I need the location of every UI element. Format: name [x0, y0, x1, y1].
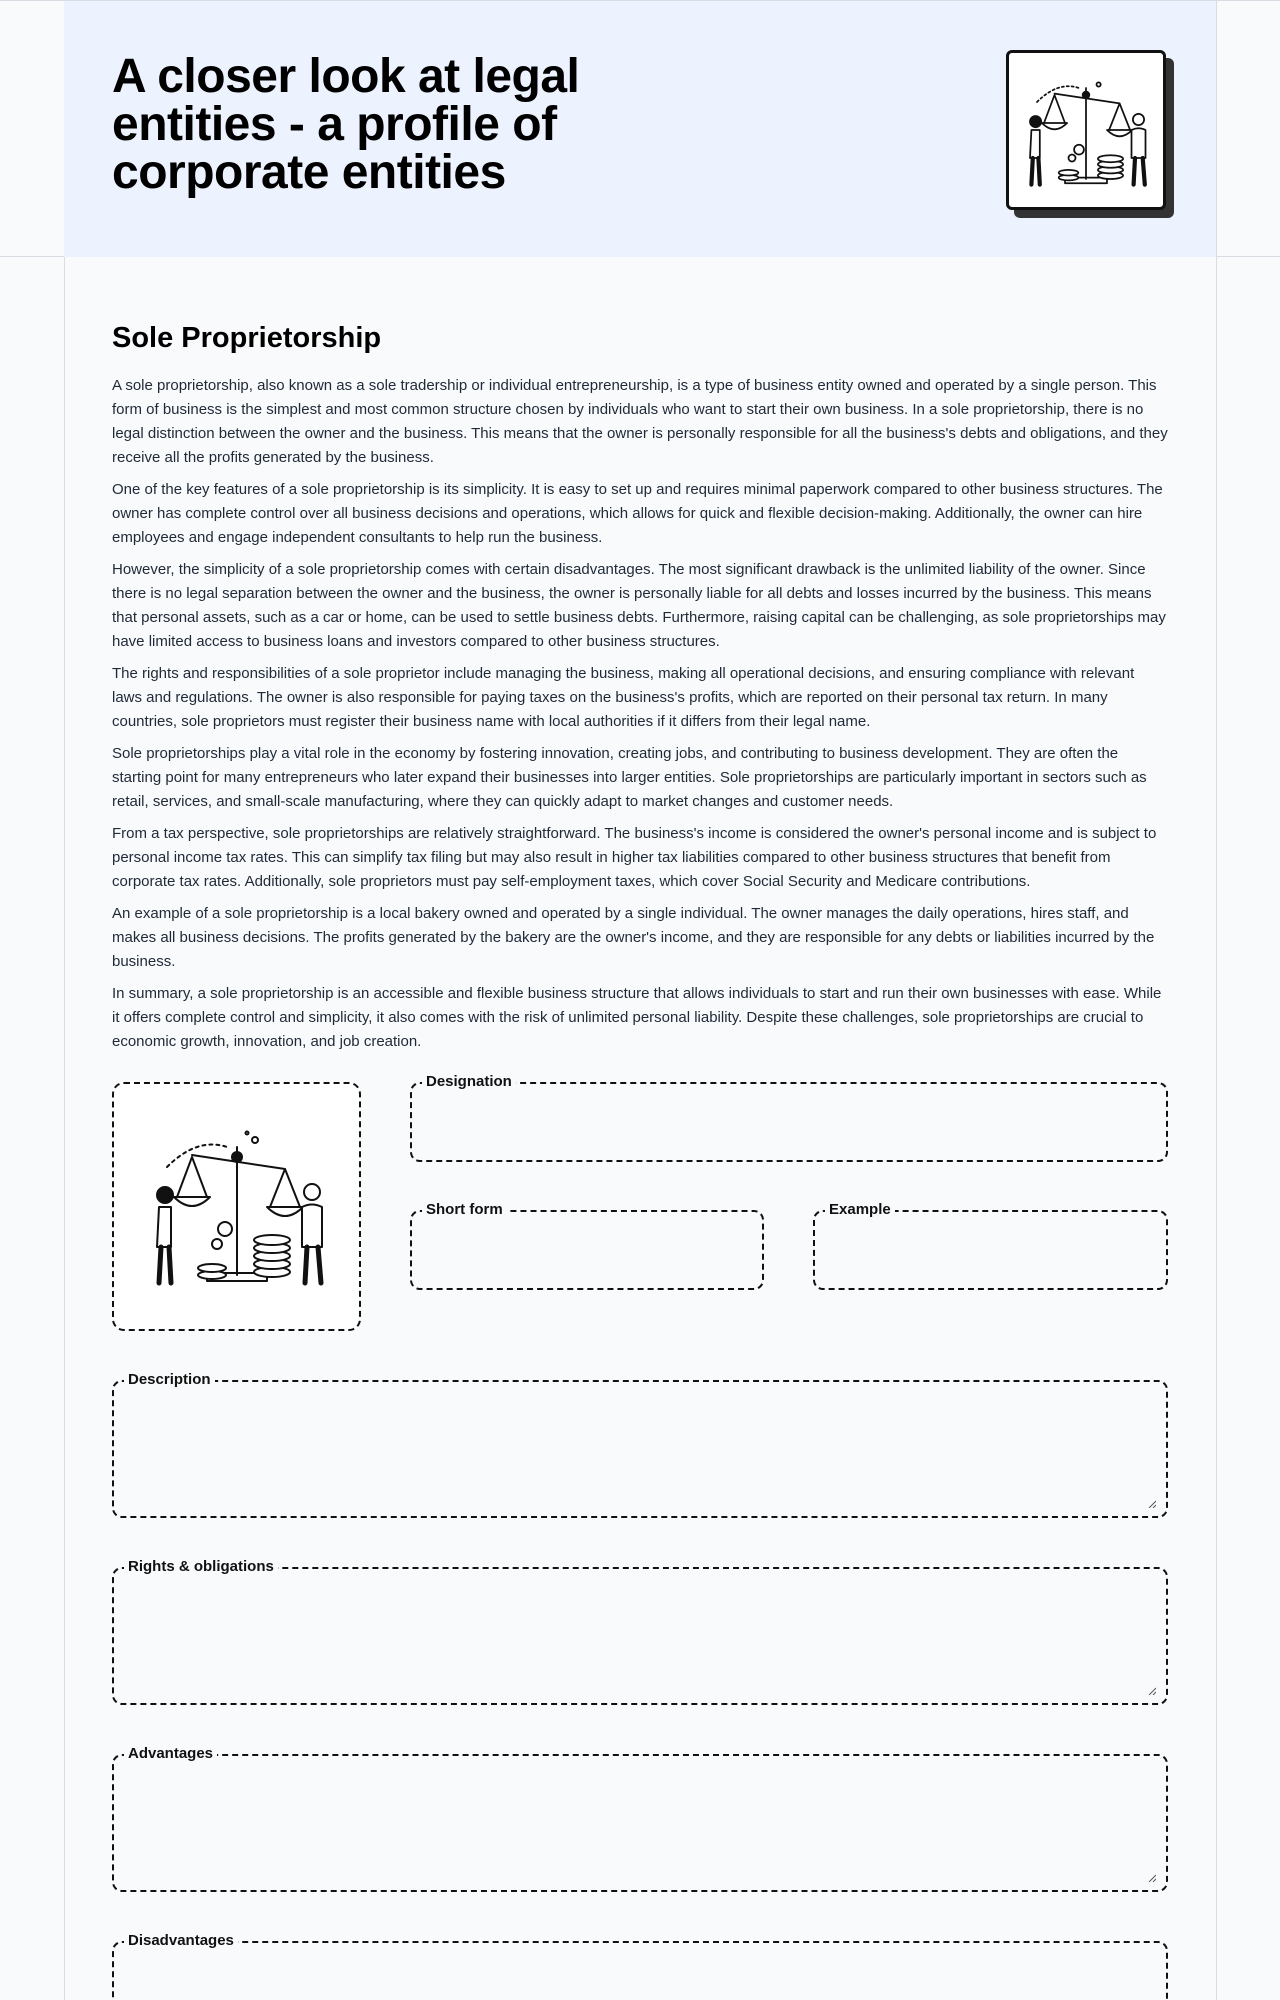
page-title: A closer look at legal entities - a profile of corporate entities — [112, 50, 580, 199]
paragraph: The rights and responsibilities of a sole proprietor include managing the business, making all operational decisions, and ensuring compliance with relevant laws and regulations. The owner is also responsible for paying taxes on the business's profits, which are reported on their personal tax return. In many countries, sole proprietors must register their business name with local authorities if it differs from their legal name. — [112, 665, 1135, 730]
disadvantages-label: Disadvantages — [124, 1932, 238, 1950]
page-header — [0, 0, 1280, 257]
disadvantages-textarea[interactable] — [112, 1932, 1168, 2000]
main-content — [112, 257, 1168, 2000]
scales-of-justice-illustration-icon — [137, 1107, 337, 1307]
description-textarea[interactable] — [112, 1371, 1168, 1518]
paragraph: One of the key features of a sole proprietorship is its simplicity. It is easy to set up and requires minimal paperwork compared to other business structures. The owner has complete control over all business decisions and operations, which allows for quick and flexible decision-making. Additionally, the owner can hire employees and engage independent consultants to help run the business. — [112, 481, 1163, 546]
example-field[interactable] — [813, 1201, 1168, 1290]
entity-profile-form — [112, 1073, 1168, 2000]
rights-obligations-textarea[interactable] — [112, 1558, 1168, 1705]
left-rail-line — [64, 0, 65, 2000]
right-rail-line — [1216, 0, 1217, 2000]
header-illustration — [1006, 50, 1166, 210]
short-form-field[interactable] — [410, 1201, 764, 1290]
paragraph: A sole proprietorship, also known as a sole tradership or individual entrepreneurship, is a type of business entity owned and operated by a single person. This form of business is the simplest and most common structure chosen by individuals who want to start their own business. In a sole proprietorship, there is no legal distinction between the owner and the business. This means that the owner is personally responsible for all the business's debts and obligations, and they receive all the profits generated by the business. — [112, 377, 1168, 466]
short-form-label: Short form — [422, 1201, 507, 1219]
description-label: Description — [124, 1371, 215, 1389]
resize-handle-icon[interactable] — [1148, 1687, 1156, 1695]
example-label: Example — [825, 1201, 895, 1219]
paragraph: From a tax perspective, sole proprietorships are relatively straightforward. The business's income is considered the owner's personal income and is subject to personal income tax rates. This can simplify tax filing but may also result in higher tax liabilities compared to other business structures that benefit from corporate tax rates. Additionally, sole proprietors must pay self-employment taxes, which cover Social Security and Medicare contributions. — [112, 825, 1157, 890]
resize-handle-icon[interactable] — [1148, 1874, 1156, 1882]
section-body — [112, 374, 1168, 1054]
paragraph: However, the simplicity of a sole proprietorship comes with certain disadvantages. The most significant drawback is the unlimited liability of the owner. Since there is no legal separation between the owner and the business, the owner is personally liable for all debts and losses incurred by the business. This means that personal assets, such as a car or home, can be used to settle business debts. Furthermore, raising capital can be challenging, as sole proprietorships may have limited access to business loans and investors compared to other business structures. — [112, 561, 1166, 650]
section-title: Sole Proprietorship — [112, 322, 382, 354]
designation-label: Designation — [422, 1073, 516, 1091]
rights-obligations-label: Rights & obligations — [124, 1558, 278, 1576]
paragraph: In summary, a sole proprietorship is an accessible and flexible business structure that allows individuals to start and run their own businesses with ease. While it offers complete control and simplicity, it also comes with the risk of unlimited personal liability. Despite these challenges, sole proprietorships are crucial to economic growth, innovation, and job creation. — [112, 985, 1162, 1050]
advantages-textarea[interactable] — [112, 1745, 1168, 1892]
paragraph: An example of a sole proprietorship is a local bakery owned and operated by a single individual. The owner manages the daily operations, hires staff, and makes all business decisions. The profits generated by the bakery are the owner's income, and they are responsible for any debts or liabilities incurred by the business. — [112, 905, 1155, 970]
advantages-label: Advantages — [124, 1745, 217, 1763]
scales-of-justice-illustration-icon — [1016, 60, 1156, 200]
designation-field[interactable] — [410, 1073, 1168, 1162]
resize-handle-icon[interactable] — [1148, 1500, 1156, 1508]
image-upload-box[interactable] — [112, 1082, 361, 1331]
paragraph: Sole proprietorships play a vital role in the economy by fostering innovation, creating jobs, and contributing to business development. They are often the starting point for many entrepreneurs who later expand their businesses into larger entities. Sole proprietorships are particularly important in sectors such as retail, services, and small-scale manufacturing, where they can quickly adapt to market changes and customer needs. — [112, 745, 1147, 810]
